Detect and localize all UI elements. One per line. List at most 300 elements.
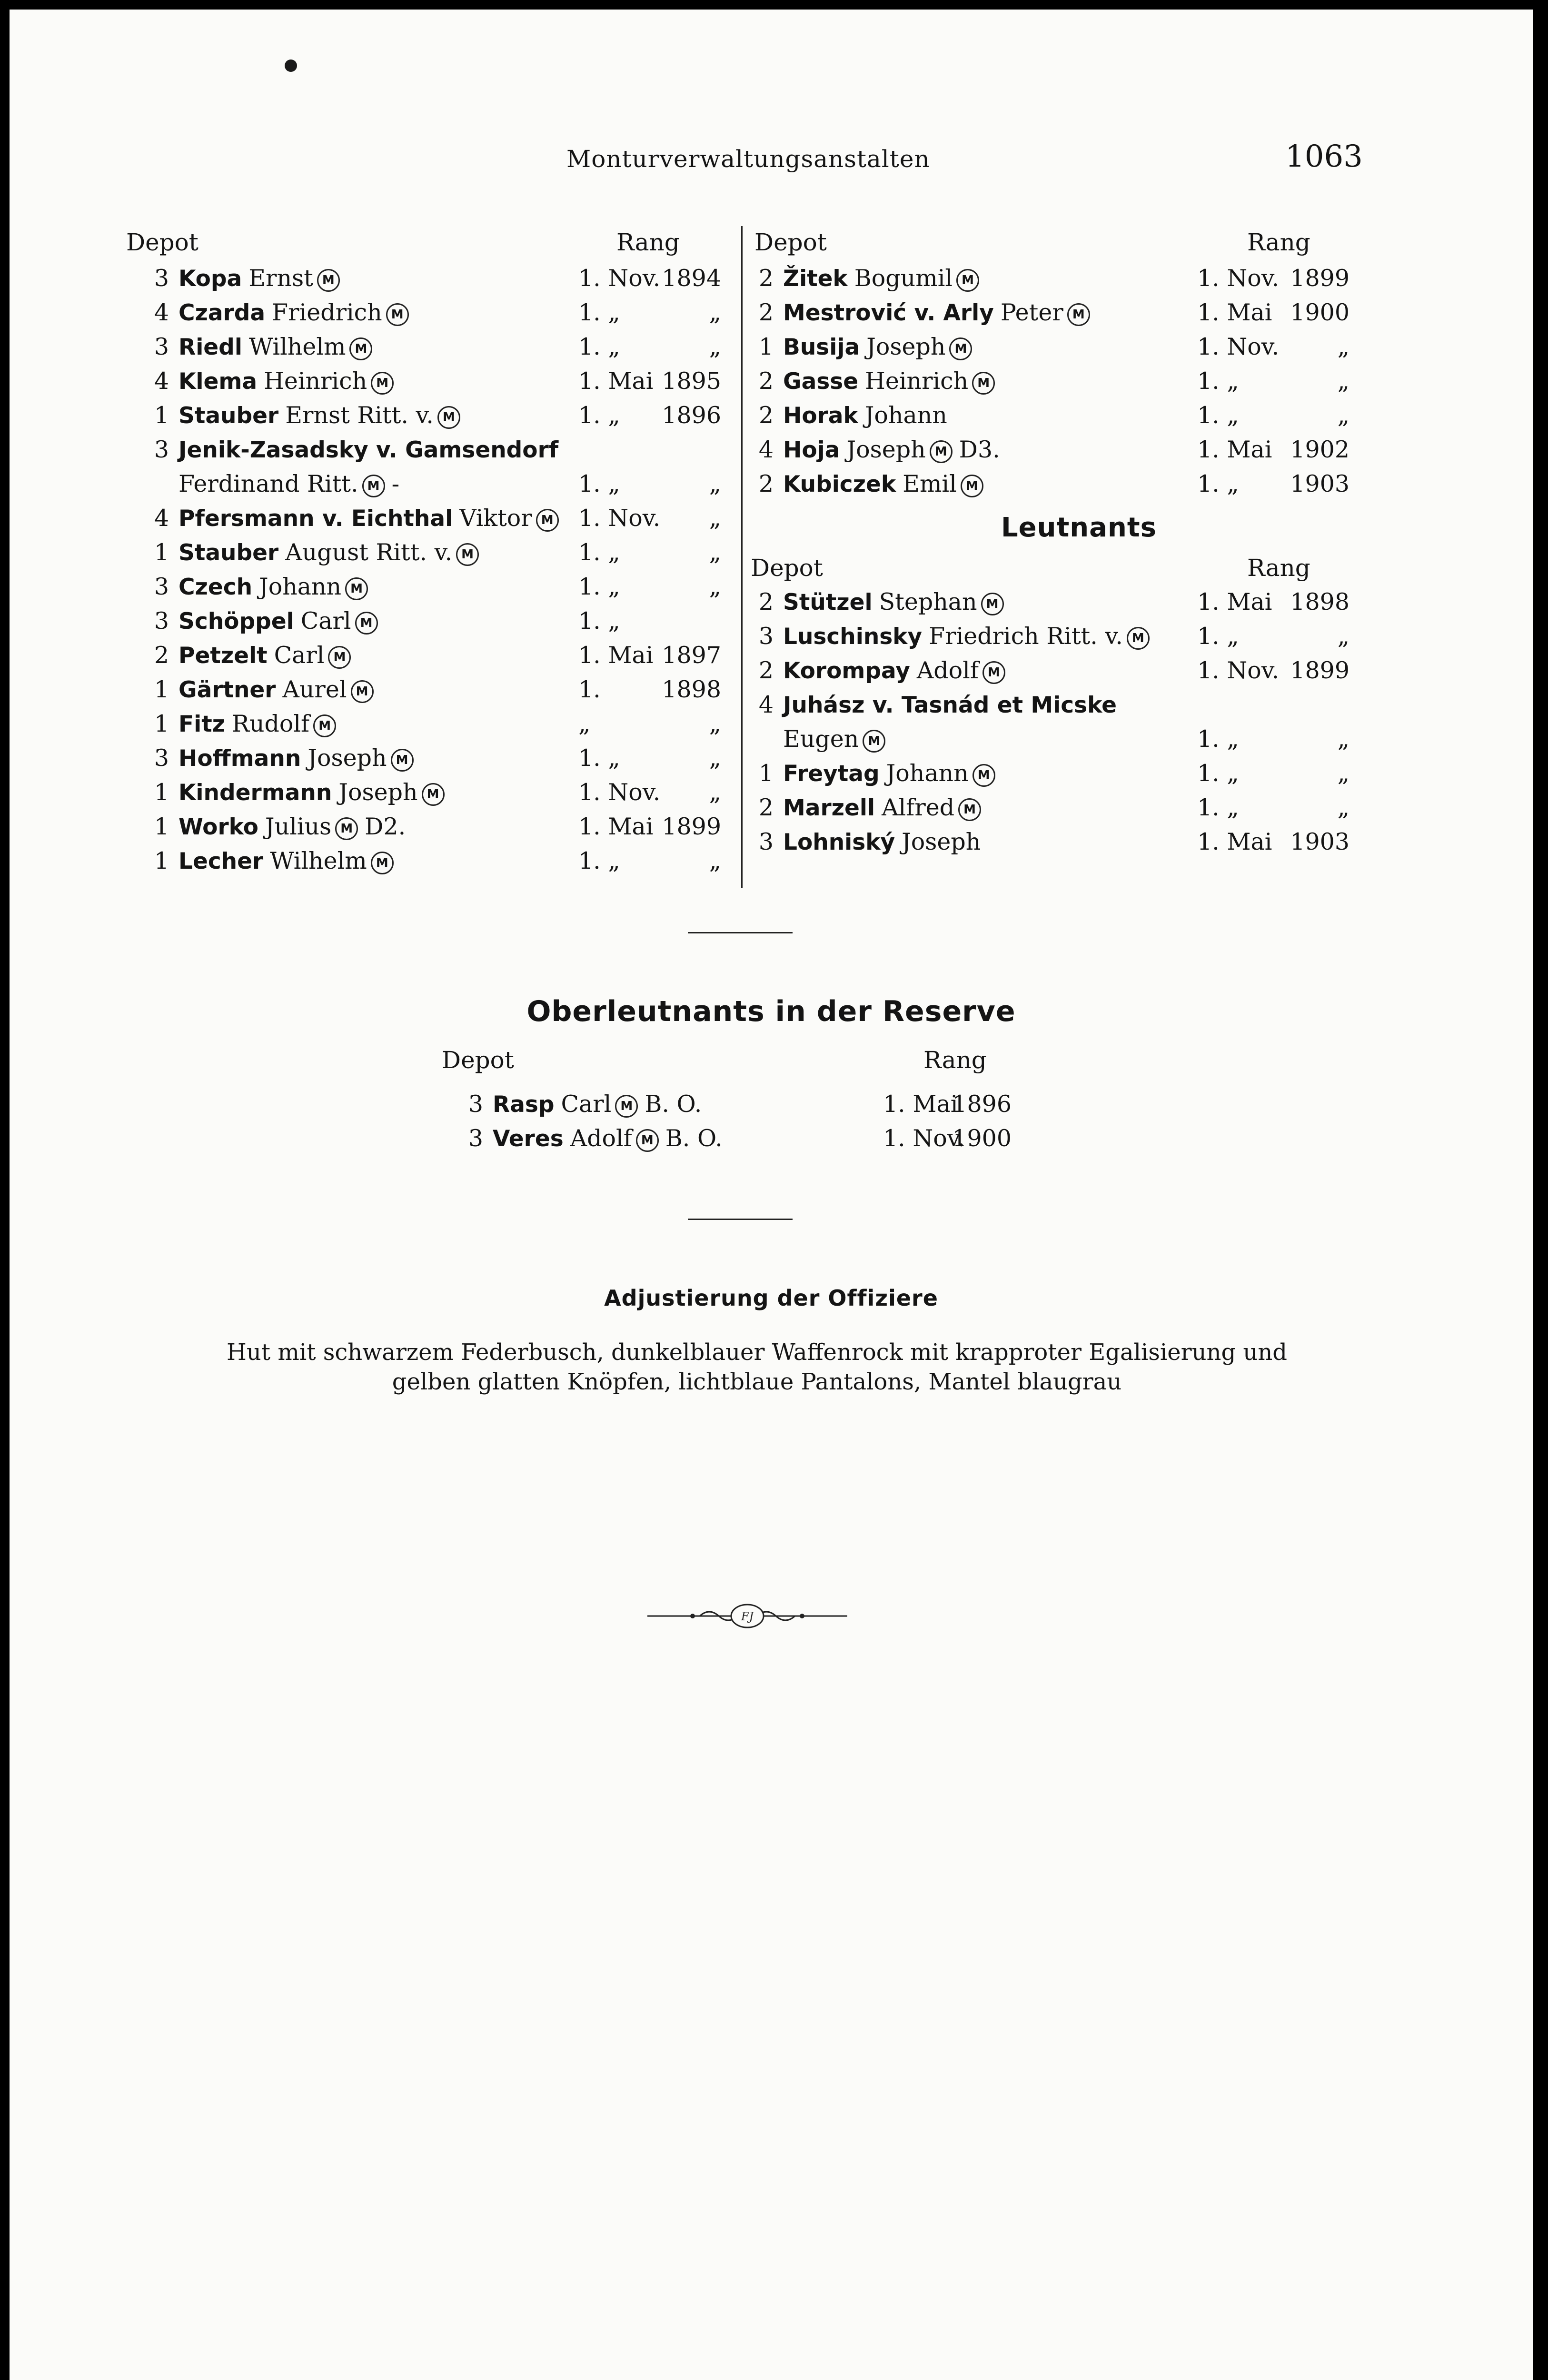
depot-number: 2 bbox=[758, 299, 774, 326]
entry-row bbox=[126, 673, 735, 707]
surname: Czarda bbox=[179, 300, 266, 326]
surname: Klema bbox=[179, 368, 258, 395]
depot-number: 2 bbox=[758, 794, 774, 821]
surname: Schöppel bbox=[179, 608, 294, 635]
rank-year: „ bbox=[709, 710, 721, 737]
officer-name bbox=[179, 847, 397, 874]
surname: Riedl bbox=[179, 334, 242, 360]
merit-mark-icon: M bbox=[335, 817, 358, 840]
rank-date: 1. „ bbox=[1197, 402, 1239, 429]
rank-year: „ bbox=[1337, 402, 1350, 429]
entry-row bbox=[126, 810, 735, 844]
rank-date: 1. „ bbox=[578, 539, 620, 566]
depot-number: 2 bbox=[758, 265, 774, 292]
officer-name bbox=[179, 470, 399, 497]
rank-date: 1. „ bbox=[1197, 760, 1239, 787]
merit-mark-icon: M bbox=[456, 543, 479, 566]
officer-name bbox=[783, 623, 1153, 650]
depot-number: 1 bbox=[154, 676, 169, 703]
surname: Luschinsky bbox=[783, 624, 923, 650]
document-page bbox=[10, 10, 1533, 2380]
merit-mark-icon: M bbox=[313, 714, 336, 737]
given-name: Emil bbox=[903, 470, 957, 497]
depot-number: 1 bbox=[154, 402, 169, 429]
merit-mark-icon: M bbox=[536, 509, 559, 532]
reserve-depot-header: Depot bbox=[442, 1046, 514, 1074]
entry-row bbox=[126, 502, 735, 536]
rank-date: 1. Mai bbox=[1197, 299, 1272, 326]
entry-row bbox=[464, 1122, 1083, 1156]
leutnants-title: Leutnants bbox=[1001, 512, 1157, 543]
reserve-rang-header: Rang bbox=[923, 1046, 987, 1074]
entry-row bbox=[126, 262, 735, 296]
given-name: Wilhelm bbox=[270, 847, 367, 874]
merit-mark-icon: M bbox=[386, 303, 409, 326]
depot-number: 2 bbox=[758, 402, 774, 429]
merit-mark-icon: M bbox=[351, 680, 374, 703]
merit-mark-icon: M bbox=[636, 1129, 659, 1152]
merit-mark-icon: M bbox=[355, 612, 378, 635]
officer-name bbox=[179, 676, 377, 703]
depot-number: 4 bbox=[154, 299, 169, 326]
given-name: Eugen bbox=[783, 725, 859, 753]
merit-mark-icon: M bbox=[317, 269, 340, 292]
rank-year: 1895 bbox=[662, 367, 721, 395]
depot-number: 2 bbox=[154, 642, 169, 669]
reserve-rows bbox=[464, 1088, 1083, 1156]
rank-date: 1. Mai bbox=[1197, 588, 1272, 615]
given-name: Heinrich bbox=[264, 367, 367, 395]
rank-year: „ bbox=[709, 505, 721, 532]
entry-row bbox=[754, 365, 1383, 399]
merit-mark-icon: M bbox=[437, 406, 460, 429]
rank-date: 1. „ bbox=[578, 573, 620, 600]
given-name: Joseph bbox=[308, 744, 387, 772]
surname: Veres bbox=[493, 1126, 564, 1152]
officer-name bbox=[493, 1091, 702, 1118]
depot-number: 1 bbox=[154, 779, 169, 806]
merit-mark-icon: M bbox=[958, 798, 981, 821]
ornament-flourish-icon bbox=[647, 1599, 847, 1633]
officer-name bbox=[783, 588, 1008, 615]
depot-number: 1 bbox=[154, 813, 169, 840]
rank-date: 1. „ bbox=[1197, 367, 1239, 395]
officer-name bbox=[179, 573, 372, 600]
reserve-title: Oberleutnants in der Reserve bbox=[526, 995, 1016, 1028]
entry-row bbox=[126, 707, 735, 742]
annotation: B. O. bbox=[645, 1091, 702, 1118]
rank-year: 1900 bbox=[952, 1125, 1012, 1152]
depot-number: 4 bbox=[154, 505, 169, 532]
officer-name bbox=[783, 402, 947, 429]
officer-name bbox=[783, 367, 999, 395]
surname: Lohniský bbox=[783, 829, 895, 855]
given-name: Ferdinand Ritt. bbox=[179, 470, 358, 497]
given-name: Friedrich bbox=[272, 299, 382, 326]
depot-header: Depot bbox=[754, 228, 827, 256]
entry-row bbox=[754, 296, 1383, 330]
depot-number: 3 bbox=[154, 436, 169, 463]
entry-row bbox=[754, 330, 1383, 365]
depot-number: 3 bbox=[154, 607, 169, 635]
merit-mark-icon: M bbox=[961, 475, 983, 497]
rank-date: 1. „ bbox=[578, 847, 620, 874]
depot-number: 2 bbox=[758, 470, 774, 497]
rang-header: Rang bbox=[1247, 228, 1310, 256]
rang-header: Rang bbox=[1247, 554, 1310, 582]
surname: Czech bbox=[179, 574, 253, 600]
officer-name bbox=[783, 794, 985, 821]
rank-date: 1. Mai bbox=[578, 367, 654, 395]
officer-name bbox=[783, 657, 1009, 684]
surname: Hoffmann bbox=[179, 745, 301, 772]
depot-number: 1 bbox=[758, 333, 774, 360]
officer-name bbox=[179, 642, 355, 669]
surname: Žitek bbox=[783, 266, 848, 292]
surname: Jenik-Zasadsky v. Gamsendorf bbox=[179, 437, 559, 463]
entry-row bbox=[126, 433, 735, 467]
surname: Marzell bbox=[783, 795, 875, 821]
merit-mark-icon: M bbox=[982, 661, 1005, 684]
officer-name bbox=[179, 607, 382, 635]
surname: Stützel bbox=[783, 589, 873, 615]
merit-mark-icon: M bbox=[371, 852, 394, 874]
rank-year: „ bbox=[1337, 794, 1350, 821]
leutnants-title-wrap bbox=[754, 502, 1383, 554]
surname: Gasse bbox=[783, 368, 859, 395]
given-name: Peter bbox=[1000, 299, 1063, 326]
officer-name bbox=[783, 691, 1117, 718]
given-name: Stephan bbox=[879, 588, 977, 615]
rank-date: 1. Nov. bbox=[578, 779, 661, 806]
merit-mark-icon: M bbox=[930, 440, 953, 463]
running-head: Monturverwaltungsanstalten bbox=[566, 145, 930, 173]
rank-year: 1896 bbox=[952, 1091, 1012, 1118]
depot-number: 4 bbox=[154, 367, 169, 395]
officer-name bbox=[493, 1125, 723, 1152]
entry-row bbox=[126, 776, 735, 810]
annotation: D2. bbox=[365, 813, 406, 840]
officer-name bbox=[179, 299, 413, 326]
rank-year: „ bbox=[709, 573, 721, 600]
page-number: 1063 bbox=[1285, 139, 1363, 174]
rank-date: 1. Mai bbox=[1197, 828, 1272, 855]
surname: Mestrović v. Arly bbox=[783, 300, 994, 326]
merit-mark-icon: M bbox=[1067, 303, 1090, 326]
rank-year: 1898 bbox=[662, 676, 721, 703]
rank-year: „ bbox=[1337, 760, 1350, 787]
rank-year: „ bbox=[1337, 725, 1350, 753]
entry-row bbox=[126, 570, 735, 605]
rang-header: Rang bbox=[616, 228, 680, 256]
rank-date: 1. „ bbox=[578, 402, 620, 429]
officer-name bbox=[179, 744, 417, 772]
surname: Rasp bbox=[493, 1091, 555, 1118]
officer-name bbox=[179, 505, 563, 532]
depot-number: 3 bbox=[154, 265, 169, 292]
rank-year: „ bbox=[1337, 333, 1350, 360]
divider-rule bbox=[688, 932, 793, 933]
rank-date: 1. Nov. bbox=[1197, 265, 1280, 292]
surname: Hoja bbox=[783, 437, 840, 463]
adjustierung-title: Adjustierung der Offiziere bbox=[604, 1285, 938, 1311]
surname: Fitz bbox=[179, 711, 226, 737]
rank-year: 1894 bbox=[662, 265, 721, 292]
officer-name bbox=[179, 333, 376, 360]
rank-year: „ bbox=[709, 847, 721, 874]
entry-row bbox=[754, 467, 1383, 502]
ink-dot bbox=[285, 60, 297, 72]
rank-date: 1. „ bbox=[1197, 725, 1239, 753]
given-name: Carl bbox=[300, 607, 351, 635]
given-name: Viktor bbox=[459, 505, 532, 532]
officer-name bbox=[783, 333, 976, 360]
depot-number: 3 bbox=[468, 1091, 483, 1118]
rank-date: 1. Nov. bbox=[883, 1125, 965, 1152]
given-name: Joseph bbox=[902, 828, 981, 855]
given-name: Wilhelm bbox=[248, 333, 346, 360]
entry-row bbox=[754, 262, 1383, 296]
entry-row bbox=[754, 791, 1383, 825]
hauptleute-left-column bbox=[126, 224, 735, 879]
surname: Kopa bbox=[179, 266, 242, 292]
rank-year: 1899 bbox=[1290, 265, 1350, 292]
rank-date: 1. Nov. bbox=[1197, 333, 1280, 360]
officer-name bbox=[783, 299, 1094, 326]
rank-date: 1. „ bbox=[578, 299, 620, 326]
entry-row bbox=[126, 365, 735, 399]
entry-row bbox=[126, 536, 735, 570]
surname: Kubiczek bbox=[783, 471, 896, 497]
rank-date: 1. „ bbox=[578, 333, 620, 360]
rank-date: 1. Nov. bbox=[1197, 657, 1280, 684]
officer-name bbox=[783, 265, 983, 292]
right-column-header bbox=[754, 224, 1383, 262]
entry-row bbox=[754, 688, 1383, 723]
rank-date: 1. Mai bbox=[883, 1091, 958, 1118]
surname: Gärtner bbox=[179, 677, 276, 703]
merit-mark-icon: M bbox=[972, 372, 995, 395]
merit-mark-icon: M bbox=[328, 646, 351, 669]
merit-mark-icon: M bbox=[349, 337, 372, 360]
entry-row bbox=[126, 742, 735, 776]
entry-row bbox=[126, 639, 735, 673]
given-name: Rudolf bbox=[232, 710, 310, 737]
entry-row bbox=[754, 757, 1383, 791]
depot-number: 3 bbox=[154, 573, 169, 600]
depot-number: 3 bbox=[758, 828, 774, 855]
entry-row bbox=[754, 433, 1383, 467]
given-name: Carl bbox=[274, 642, 325, 669]
merit-mark-icon: M bbox=[863, 730, 885, 753]
depot-number: 2 bbox=[758, 657, 774, 684]
officer-name bbox=[179, 265, 344, 292]
given-name: August Ritt. v. bbox=[285, 539, 453, 566]
depot-number: 4 bbox=[758, 436, 774, 463]
rank-year: 1903 bbox=[1290, 828, 1350, 855]
column-divider bbox=[741, 226, 743, 888]
given-name: Alfred bbox=[882, 794, 955, 821]
entry-row bbox=[754, 654, 1383, 688]
officer-name bbox=[179, 367, 397, 395]
given-name: Joseph bbox=[866, 333, 946, 360]
given-name: Ernst Ritt. v. bbox=[285, 402, 434, 429]
depot-number: 2 bbox=[758, 367, 774, 395]
rank-year: 1902 bbox=[1290, 436, 1350, 463]
rank-year: 1903 bbox=[1290, 470, 1350, 497]
depot-number: 1 bbox=[154, 710, 169, 737]
depot-number: 3 bbox=[468, 1125, 483, 1152]
officer-name bbox=[783, 470, 987, 497]
surname: Juhász v. Tasnád et Micske bbox=[783, 692, 1117, 718]
officer-name bbox=[179, 436, 558, 463]
merit-mark-icon: M bbox=[391, 749, 414, 772]
adjustierung-line-1: Hut mit schwarzem Federbusch, dunkelblauer Waffenrock mit krapproter Egalisierung und bbox=[227, 1339, 1287, 1366]
rank-date: 1. „ bbox=[1197, 623, 1239, 650]
rank-year: „ bbox=[709, 470, 721, 497]
entry-row bbox=[754, 399, 1383, 433]
given-name: Adolf bbox=[570, 1125, 632, 1152]
given-name: Friedrich Ritt. v. bbox=[929, 623, 1123, 650]
given-name: Heinrich bbox=[865, 367, 969, 395]
rank-date: „ bbox=[578, 710, 591, 737]
left-column-header bbox=[126, 224, 735, 262]
depot-number: 3 bbox=[758, 623, 774, 650]
hauptleute-left-rows bbox=[126, 262, 735, 879]
depot-number: 2 bbox=[758, 588, 774, 615]
merit-mark-icon: M bbox=[981, 593, 1004, 615]
surname: Busija bbox=[783, 334, 860, 360]
depot-number: 1 bbox=[154, 539, 169, 566]
merit-mark-icon: M bbox=[362, 475, 385, 497]
given-name: Joseph bbox=[846, 436, 926, 463]
merit-mark-icon: M bbox=[949, 337, 972, 360]
given-name: Johann bbox=[864, 402, 947, 429]
rank-date: 1. „ bbox=[578, 607, 620, 635]
rank-year: „ bbox=[709, 539, 721, 566]
rank-year: 1899 bbox=[662, 813, 721, 840]
entry-row bbox=[754, 723, 1383, 757]
officer-name bbox=[783, 828, 981, 855]
depot-number: 3 bbox=[154, 333, 169, 360]
rank-date: 1. Mai bbox=[578, 642, 654, 669]
surname: Stauber bbox=[179, 403, 279, 429]
entry-row bbox=[126, 330, 735, 365]
officer-name bbox=[179, 539, 483, 566]
rank-date: 1. Mai bbox=[578, 813, 654, 840]
depot-number: 1 bbox=[154, 847, 169, 874]
entry-row bbox=[126, 399, 735, 433]
rank-year: „ bbox=[709, 744, 721, 772]
surname: Freytag bbox=[783, 761, 880, 787]
merit-mark-icon: M bbox=[371, 372, 394, 395]
entry-row bbox=[126, 467, 735, 502]
leutnants-header bbox=[751, 554, 1383, 585]
divider-rule bbox=[688, 1219, 793, 1220]
depot-header: Depot bbox=[126, 228, 198, 256]
entry-row bbox=[754, 620, 1383, 654]
given-name: Aurel bbox=[282, 676, 347, 703]
depot-number: 3 bbox=[154, 744, 169, 772]
given-name: Carl bbox=[561, 1091, 612, 1118]
leutnants-rows bbox=[754, 585, 1383, 860]
rank-year: „ bbox=[709, 333, 721, 360]
surname: Horak bbox=[783, 403, 858, 429]
entry-row bbox=[126, 296, 735, 330]
rank-date: 1. „ bbox=[578, 744, 620, 772]
entry-row bbox=[754, 585, 1383, 620]
annotation: D3. bbox=[959, 436, 1000, 463]
hauptleute-right-column bbox=[751, 224, 1383, 860]
merit-mark-icon: M bbox=[345, 577, 368, 600]
surname: Worko bbox=[179, 814, 258, 840]
surname: Korompay bbox=[783, 658, 910, 684]
merit-mark-icon: M bbox=[422, 783, 445, 806]
given-name: Johann bbox=[886, 760, 969, 787]
rank-year: 1897 bbox=[662, 642, 721, 669]
given-name: Johann bbox=[259, 573, 342, 600]
rank-year: 1896 bbox=[662, 402, 721, 429]
ornament-monogram: FJ bbox=[741, 1610, 754, 1623]
rank-date: 1. „ bbox=[1197, 794, 1239, 821]
entry-row bbox=[464, 1088, 1083, 1122]
entry-row bbox=[126, 844, 735, 879]
given-name: Adolf bbox=[916, 657, 979, 684]
merit-mark-icon: M bbox=[1127, 627, 1150, 650]
hauptleute-right-rows bbox=[754, 262, 1383, 502]
annotation: - bbox=[391, 470, 400, 497]
rank-date: 1. Mai bbox=[1197, 436, 1272, 463]
given-name: Ernst bbox=[248, 265, 313, 292]
rank-year: „ bbox=[1337, 367, 1350, 395]
rank-date: 1. „ bbox=[578, 470, 620, 497]
rank-date: 1. Nov. bbox=[578, 265, 661, 292]
surname: Pfersmann v. Eichthal bbox=[179, 506, 453, 532]
given-name: Bogumil bbox=[854, 265, 953, 292]
officer-name bbox=[179, 813, 406, 840]
rank-year: „ bbox=[1337, 623, 1350, 650]
adjustierung-text bbox=[138, 1338, 1376, 1397]
surname: Stauber bbox=[179, 540, 279, 566]
officer-name bbox=[179, 779, 448, 806]
depot-number: 4 bbox=[758, 691, 774, 718]
officer-name bbox=[179, 710, 340, 737]
rank-date: 1. „ bbox=[1197, 470, 1239, 497]
officer-name bbox=[783, 436, 1000, 463]
adjustierung-line-2: gelben glatten Knöpfen, lichtblaue Pantalons, Mantel blaugrau bbox=[392, 1368, 1122, 1395]
depot-header: Depot bbox=[751, 554, 823, 582]
rank-date: 1. bbox=[578, 676, 601, 703]
depot-number: 1 bbox=[758, 760, 774, 787]
annotation: B. O. bbox=[665, 1125, 723, 1152]
entry-row bbox=[754, 825, 1383, 860]
rank-year: „ bbox=[709, 779, 721, 806]
surname: Kindermann bbox=[179, 780, 332, 806]
entry-row bbox=[126, 605, 735, 639]
merit-mark-icon: M bbox=[615, 1095, 638, 1118]
rank-year: 1900 bbox=[1290, 299, 1350, 326]
rank-year: 1899 bbox=[1290, 657, 1350, 684]
officer-name bbox=[783, 760, 999, 787]
surname: Lecher bbox=[179, 848, 264, 874]
given-name: Julius bbox=[265, 813, 332, 840]
officer-name bbox=[783, 725, 889, 753]
rank-date: 1. Nov. bbox=[578, 505, 661, 532]
rank-year: 1898 bbox=[1290, 588, 1350, 615]
merit-mark-icon: M bbox=[972, 764, 995, 787]
surname: Petzelt bbox=[179, 643, 268, 669]
rank-year: „ bbox=[709, 299, 721, 326]
